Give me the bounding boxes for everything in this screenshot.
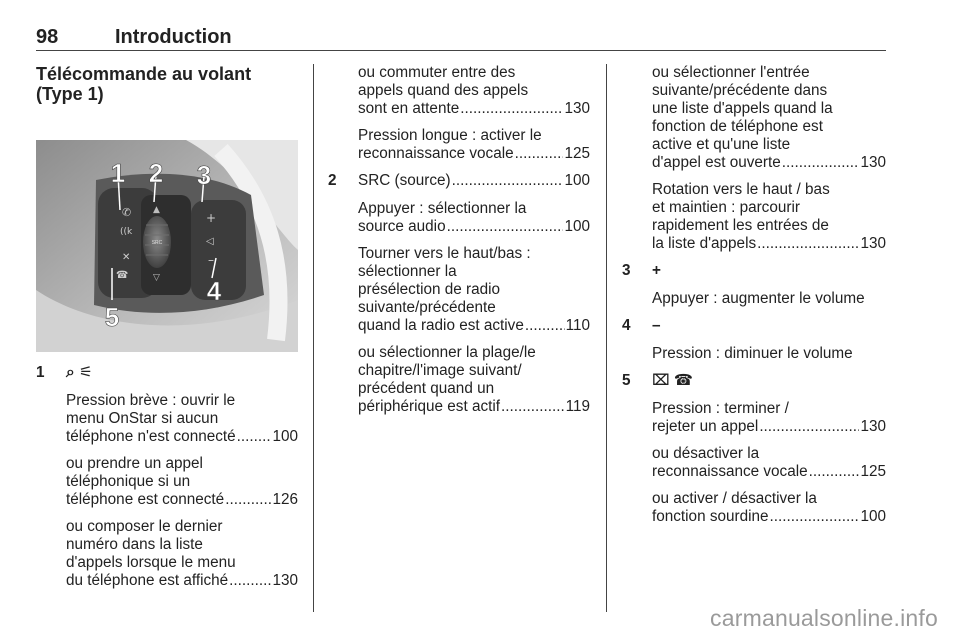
page-ref: 130	[860, 154, 886, 171]
callout-4: 4	[206, 276, 222, 306]
paragraph: Appuyer : sélectionner la source audio ..... 100	[328, 200, 590, 236]
watermark: carmanualsonline.info	[710, 605, 938, 631]
paragraph: Pression : diminuer le volume	[652, 345, 853, 362]
phone-voice-icon: ⌕ ⚟	[66, 364, 93, 381]
page-ref: 119	[565, 398, 590, 415]
page-ref: 130	[860, 235, 886, 252]
callout-2: 2	[148, 158, 164, 188]
page-ref: 100	[564, 218, 590, 235]
item-5-heading	[622, 372, 886, 392]
paragraph: ou commuter entre des appels quand des appels sont en attente ..... 130	[328, 64, 590, 118]
page-ref: 125	[860, 463, 886, 480]
svg-text:✆: ✆	[122, 206, 132, 219]
paragraph: Pression longue : activer le reconnaissance vocale ..... 125	[328, 127, 590, 163]
page-ref: 130	[564, 100, 590, 117]
paragraph: Rotation vers le haut / bas et maintien : parcourir rapidement les entrées de la liste d'appels ..... 130	[622, 181, 886, 253]
header-divider	[36, 50, 886, 51]
paragraph: Tourner vers le haut/bas : sélectionner la présélection de radio suivante/précédente quand la radio est active ..... 110	[328, 245, 590, 335]
plus-icon: +	[652, 262, 661, 279]
paragraph: Pression : terminer / rejeter un appel ..... 130	[622, 400, 886, 436]
chapter-title: Introduction	[115, 26, 232, 48]
page-ref: 100	[564, 172, 590, 189]
page-ref: 100	[272, 428, 298, 445]
page-ref: 125	[564, 145, 590, 162]
section-title: Télécommande au volant (Type 1)	[36, 64, 252, 104]
svg-text:–: –	[208, 253, 214, 267]
column-2	[328, 64, 590, 425]
paragraph: ou activer / désactiver la fonction sourdine ..... 100	[622, 490, 886, 526]
page-ref: 130	[272, 572, 298, 589]
item-number: 2	[328, 172, 337, 189]
item-number: 1	[36, 364, 45, 381]
minus-icon: –	[652, 317, 661, 334]
paragraph: Pression brève : ouvrir le menu OnStar si aucun téléphone n'est connecté ..... 100	[36, 392, 298, 446]
item-1-heading	[36, 364, 298, 384]
item-4-heading	[622, 317, 886, 337]
paragraph: Appuyer : augmenter le volume	[652, 290, 865, 307]
column-divider-2	[606, 64, 607, 612]
page-ref: 100	[860, 508, 886, 525]
item-number: 4	[622, 317, 631, 334]
steering-wheel-controls-figure	[36, 140, 298, 352]
svg-text:◁: ◁	[206, 236, 214, 247]
page-ref: 130	[860, 418, 886, 435]
paragraph: ou prendre un appel téléphonique si un téléphone est connecté ..... 126	[36, 455, 298, 509]
svg-text:SRC: SRC	[151, 240, 163, 246]
svg-text:((k: ((k	[120, 227, 133, 237]
svg-text:▽: ▽	[153, 273, 160, 283]
column-1	[36, 64, 298, 599]
callout-3: 3	[196, 160, 212, 190]
paragraph: ou désactiver la reconnaissance vocale ..... 125	[622, 445, 886, 481]
item-number: 5	[622, 372, 631, 389]
page-ref: 126	[272, 491, 298, 508]
column-divider-1	[313, 64, 314, 612]
item-2-heading: 2 SRC (source) ..... 100	[328, 172, 590, 192]
item-3-heading	[622, 262, 886, 282]
paragraph: ou sélectionner l'entrée suivante/précédente dans une liste d'appels quand la fonction de téléphone est active et qu'une liste d'appel est ouverte ..... 130	[622, 64, 886, 172]
svg-text:+: +	[206, 211, 217, 225]
column-3	[622, 64, 886, 535]
paragraph: ou composer le dernier numéro dans la liste d'appels lorsque le menu du téléphone est affiché ..... 130	[36, 518, 298, 590]
svg-text:▲: ▲	[153, 205, 160, 215]
paragraph: ou sélectionner la plage/le chapitre/l'image suivant/ précédent quand un périphérique est actif ..... 119	[328, 344, 590, 416]
callout-1: 1	[110, 158, 126, 188]
callout-5: 5	[104, 302, 120, 332]
page-header	[36, 26, 886, 52]
page-ref: 110	[565, 317, 590, 334]
page-number: 98	[36, 26, 59, 48]
svg-text:✕: ✕	[122, 252, 131, 263]
item-number: 3	[622, 262, 631, 279]
svg-text:☎: ☎	[116, 270, 129, 281]
steering-wheel-illustration	[36, 140, 298, 352]
mute-hangup-icon: ⌧ ☎	[652, 372, 693, 389]
